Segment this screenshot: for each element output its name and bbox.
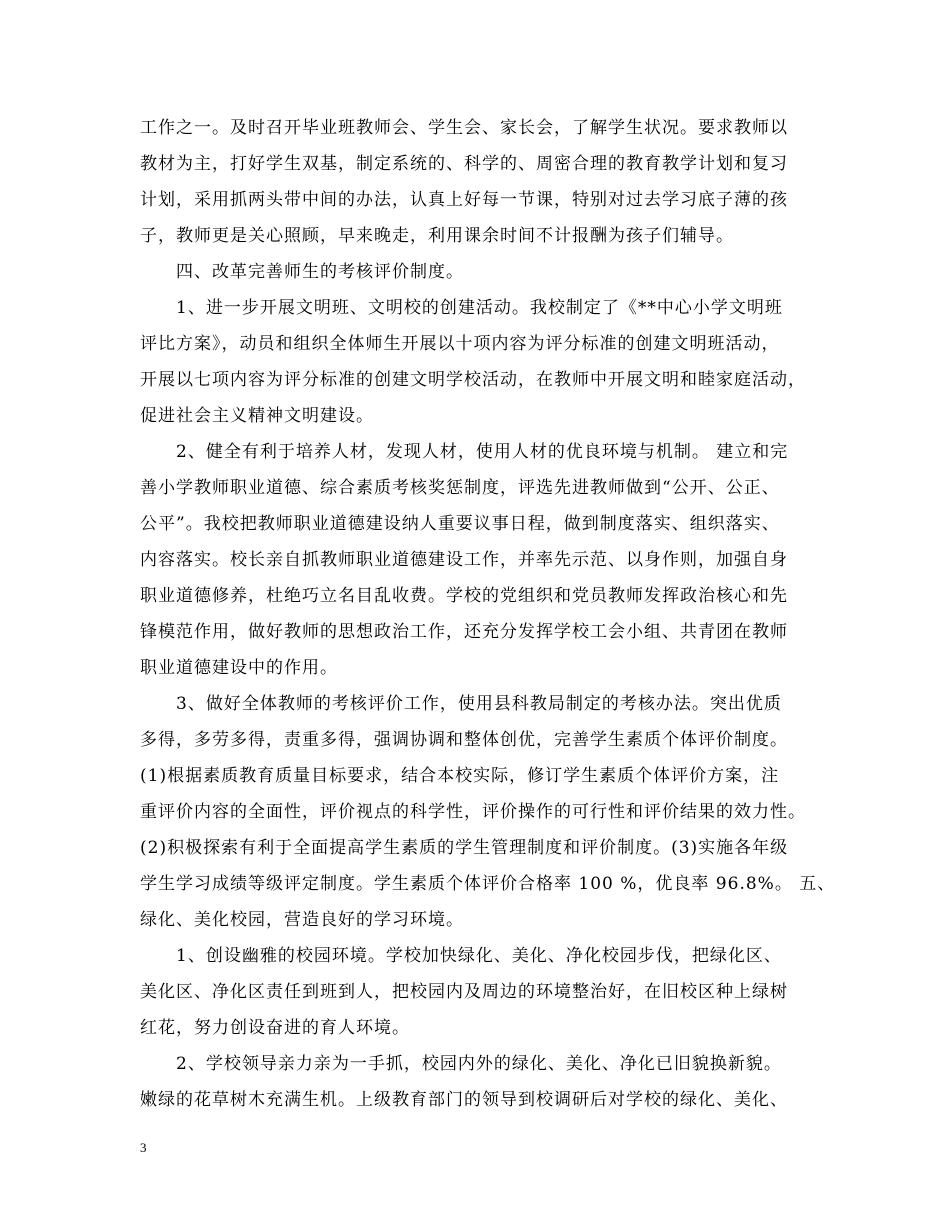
text-line: 学生学习成绩等级评定制度。学生素质个体评价合格率 100 %，优良率 96.8%。 五、 bbox=[140, 874, 836, 894]
text-line: 多得，多劳多得，责重多得，强调协调和整体创优，完善学生素质个体评价制度。 bbox=[140, 730, 788, 750]
text-line: 工作之一。及时召开毕业班教师会、学生会、家长会，了解学生状况。要求教师以 bbox=[140, 118, 788, 138]
text-line: 嫩绿的花草树木充满生机。上级教育部门的领导到校调研后对学校的绿化、美化、 bbox=[140, 1090, 788, 1110]
text-line: 评比方案》，动员和组织全体师生开展以十项内容为评分标准的创建文明班活动， bbox=[140, 334, 780, 354]
text-line: 锋模范作用，做好教师的思想政治工作，还充分发挥学校工会小组、共青团在教师 bbox=[140, 622, 788, 642]
text-line: (1)根据素质教育质量目标要求，结合本校实际，修订学生素质个体评价方案，注 bbox=[140, 766, 780, 786]
text-line: 职业道德修养，杜绝巧立名目乱收费。学校的党组织和党员教师发挥政治核心和先 bbox=[140, 586, 788, 606]
text-line: 计划，采用抓两头带中间的办法，认真上好每一节课，特别对过去学习底子薄的孩 bbox=[140, 190, 788, 210]
text-line: 子，教师更是关心照顾，早来晚走，利用课余时间不计报酬为孩子们辅导。 bbox=[140, 226, 734, 246]
text-line: 1、创设幽雅的校园环境。学校加快绿化、美化、净化校园步伐，把绿化区、 bbox=[140, 946, 782, 966]
section-heading: 四、改革完善师生的考核评价制度。 bbox=[140, 262, 464, 282]
text-line: 2、健全有利于培养人材，发现人材，使用人材的优良环境与机制。 建立和完 bbox=[140, 442, 789, 462]
text-line: 促进社会主义精神文明建设。 bbox=[140, 406, 374, 426]
text-line: 职业道德建设中的作用。 bbox=[140, 658, 338, 678]
text-line: 1、进一步开展文明班、文明校的创建活动。我校制定了《**中心小学文明班 bbox=[140, 298, 783, 318]
text-line: 内容落实。校长亲自抓教师职业道德建设工作，并率先示范、以身作则，加强自身 bbox=[140, 550, 788, 570]
text-line: 重评价内容的全面性，评价视点的科学性，评价操作的可行性和评价结果的效力性。 bbox=[140, 802, 806, 822]
text-line: 美化区、净化区责任到班到人，把校园内及周边的环境整治好，在旧校区种上绿树 bbox=[140, 982, 788, 1002]
page-number: 3 bbox=[140, 1140, 147, 1155]
text-line: 绿化、美化校园，营造良好的学习环境。 bbox=[140, 910, 464, 930]
text-line: 2、学校领导亲力亲为一手抓，校园内外的绿化、美化、净化已旧貌换新貌。 bbox=[140, 1054, 782, 1074]
text-line: 开展以七项内容为评分标准的创建文明学校活动，在教师中开展文明和睦家庭活动， bbox=[140, 370, 806, 390]
text-line: 善小学教师职业道德、综合素质考核奖惩制度，评选先进教师做到“公开、公正、 bbox=[140, 478, 780, 498]
text-line: 红花，努力创设奋进的育人环境。 bbox=[140, 1018, 410, 1038]
text-line: (2)积极探索有利于全面提高学生素质的学生管理制度和评价制度。(3)实施各年级 bbox=[140, 838, 789, 858]
text-line: 公平”。我校把教师职业道德建设纳人重要议事日程，做到制度落实、组织落实、 bbox=[140, 514, 780, 534]
text-line: 教材为主，打好学生双基，制定系统的、科学的、周密合理的教育教学计划和复习 bbox=[140, 154, 788, 174]
text-line: 3、做好全体教师的考核评价工作，使用县科教局制定的考核办法。突出优质 bbox=[140, 694, 782, 714]
